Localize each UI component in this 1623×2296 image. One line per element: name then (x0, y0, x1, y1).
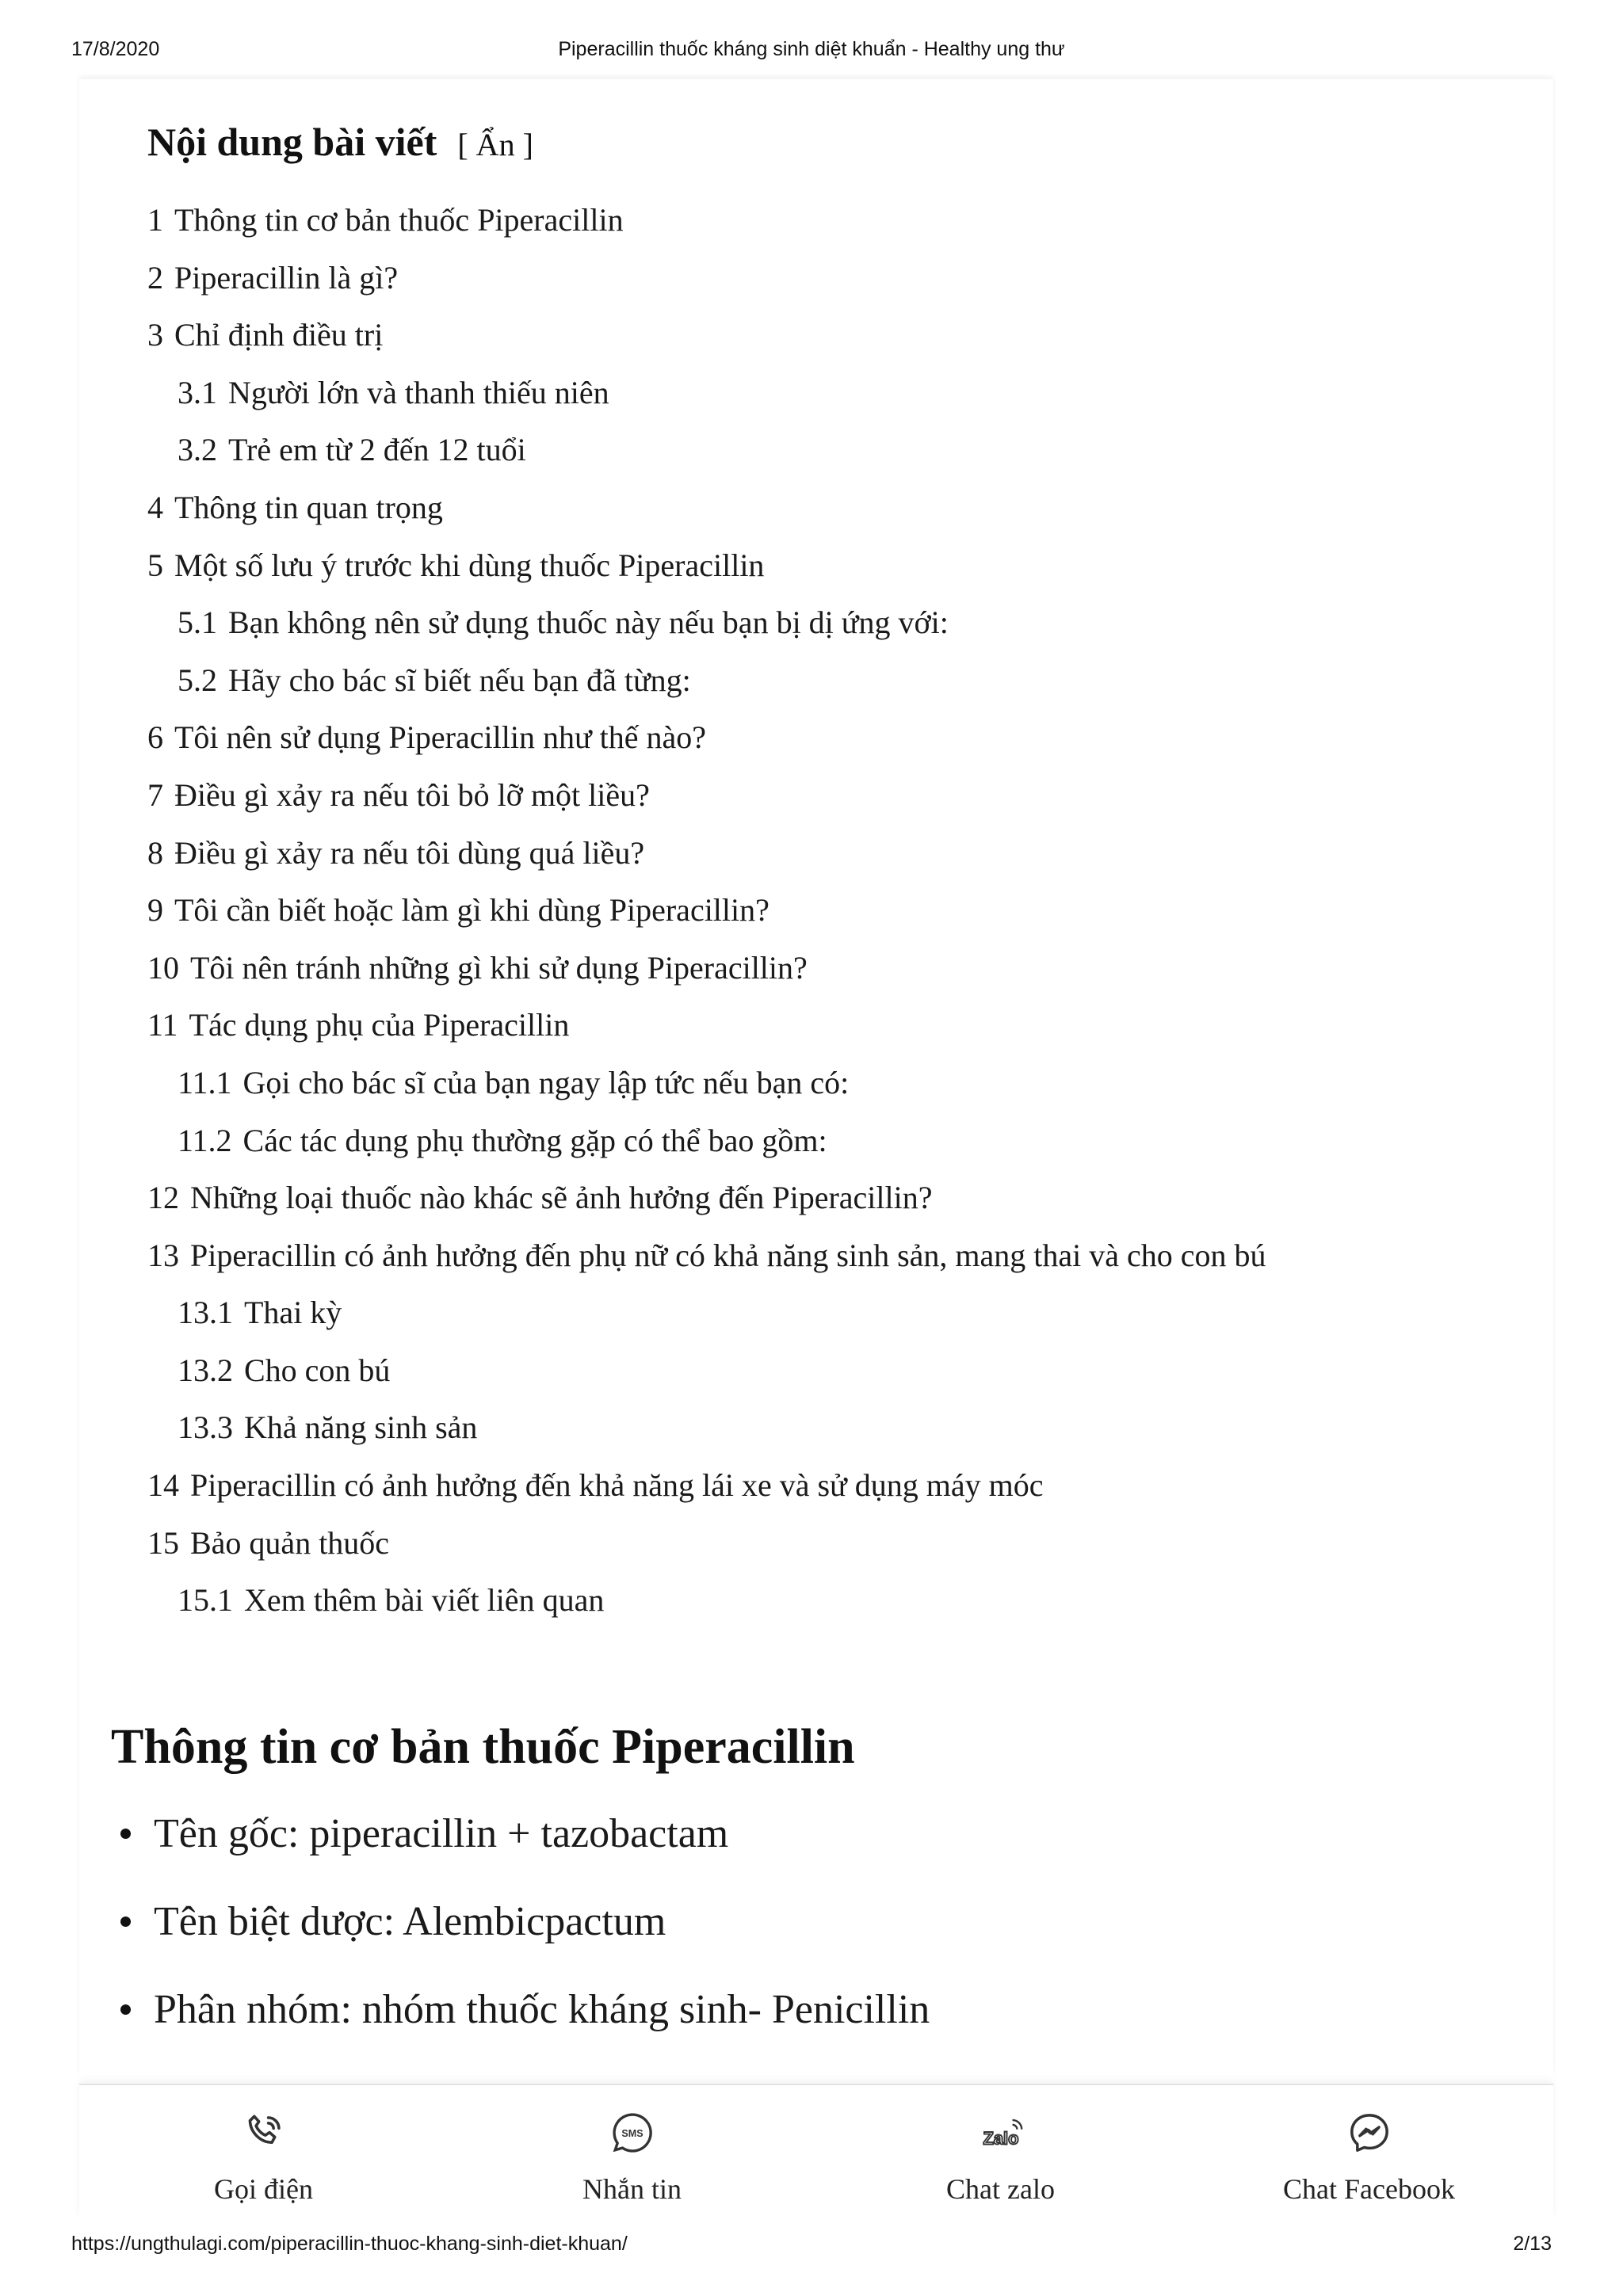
toc-item[interactable] (147, 997, 1542, 1055)
toc-item-label: Gọi cho bác sĩ của bạn ngay lập tức nếu bạn có: (242, 1064, 850, 1100)
toc-item-label: Piperacillin có ảnh hưởng đến khả năng lái xe và sử dụng máy móc (190, 1467, 1044, 1504)
toc-item[interactable] (147, 709, 1542, 767)
toc-item-label: Tôi nên sử dụng Piperacillin như thế nào? (174, 719, 706, 756)
toc-item-number: 5.1 (178, 605, 217, 641)
sms-button[interactable] (448, 2085, 816, 2218)
toc-item[interactable] (147, 1342, 1542, 1400)
facebook-chat-button[interactable] (1185, 2085, 1553, 2218)
toc-item-number: 11.1 (178, 1064, 232, 1100)
print-header (0, 38, 1623, 70)
toc-item[interactable] (147, 192, 1542, 250)
sms-icon (605, 2109, 660, 2157)
toc-item[interactable] (147, 1399, 1542, 1457)
toc-item-label: Cho con bú (244, 1352, 391, 1388)
toc-item-number: 5.2 (178, 662, 217, 698)
toc-item-number: 10 (147, 949, 179, 986)
toc-item-label: Xem thêm bài viết liên quan (244, 1582, 605, 1619)
zalo-label: Chat zalo (946, 2173, 1055, 2205)
toc-item-label: Thông tin cơ bản thuốc Piperacillin (174, 202, 624, 238)
toc-item[interactable] (147, 1169, 1542, 1227)
toc-item-label: Tác dụng phụ của Piperacillin (189, 1007, 570, 1043)
print-date: 17/8/2020 (71, 38, 160, 60)
toc-header (147, 119, 1542, 165)
toc-item-number: 14 (147, 1467, 179, 1504)
toc-item-label: Piperacillin là gì? (174, 259, 399, 296)
toc-title: Nội dung bài viết (147, 120, 437, 164)
list-item (111, 1810, 930, 1898)
toc-item-number: 3 (147, 317, 163, 353)
toc-item[interactable] (147, 479, 1542, 537)
section-heading: Thông tin cơ bản thuốc Piperacillin (111, 1720, 855, 1774)
toc-item-label: Người lớn và thanh thiếu niên (228, 374, 609, 410)
toc-item-label: Hãy cho bác sĩ biết nếu bạn đã từng: (228, 662, 691, 698)
toc-item-label: Những loại thuốc nào khác sẽ ảnh hưởng đến Piperacillin? (190, 1180, 933, 1216)
toc-item-number: 8 (147, 834, 163, 871)
phone-icon (236, 2109, 292, 2157)
toc-item[interactable] (147, 1284, 1542, 1342)
toc-item[interactable] (147, 364, 1542, 422)
bullet-icon (120, 1917, 131, 1927)
bullet-icon (120, 2004, 131, 2015)
contact-bar (79, 2084, 1553, 2218)
print-page-number: 2/13 (1513, 2233, 1552, 2255)
toc-item-number: 9 (147, 892, 163, 929)
toc-item-label: Các tác dụng phụ thường gặp có thể bao gồm: (242, 1122, 827, 1158)
toc-item-number: 15.1 (178, 1582, 233, 1619)
facebook-label: Chat Facebook (1283, 2173, 1455, 2205)
toc-item-number: 1 (147, 202, 163, 238)
toc-item-label: Điều gì xảy ra nếu tôi dùng quá liều? (174, 834, 645, 871)
toc-item-label: Tôi nên tránh những gì khi sử dụng Piperacillin? (190, 949, 808, 986)
toc-item-number: 12 (147, 1180, 179, 1216)
zalo-icon (973, 2109, 1029, 2157)
messenger-icon (1342, 2109, 1397, 2157)
toc-item-number: 11 (147, 1007, 178, 1043)
toc-item-number: 15 (147, 1524, 179, 1561)
toc-item-label: Trẻ em từ 2 đến 12 tuổi (228, 432, 526, 468)
basic-info-list (111, 1810, 930, 2074)
toc-item[interactable] (147, 1515, 1542, 1573)
toc-item-label: Chỉ định điều trị (174, 317, 384, 353)
toc-item[interactable] (147, 1457, 1542, 1515)
toc-item-number: 7 (147, 776, 163, 813)
toc-item-number: 4 (147, 489, 163, 525)
toc-item[interactable] (147, 250, 1542, 307)
toc-item-label: Tôi cần biết hoặc làm gì khi dùng Piperacillin? (174, 892, 769, 929)
toc-item-label: Điều gì xảy ra nếu tôi bỏ lỡ một liều? (174, 776, 650, 813)
toc-item[interactable] (147, 537, 1542, 595)
bullet-icon (120, 1829, 131, 1839)
call-button[interactable] (79, 2085, 448, 2218)
toc-item[interactable] (147, 1112, 1542, 1170)
list-item (111, 1898, 930, 1986)
toc-item[interactable] (147, 594, 1542, 652)
toc-item-label: Bảo quản thuốc (190, 1524, 390, 1561)
toc-list (147, 192, 1542, 1630)
table-of-contents (147, 119, 1542, 1630)
toc-toggle-button[interactable]: [ Ẩn ] (457, 127, 533, 162)
toc-item-label: Khả năng sinh sản (244, 1409, 478, 1446)
toc-item[interactable] (147, 767, 1542, 825)
list-item (111, 1986, 930, 2074)
svg-text:Zalo: Zalo (983, 2128, 1018, 2149)
toc-item[interactable] (147, 652, 1542, 710)
call-label: Gọi điện (214, 2173, 313, 2205)
toc-item[interactable] (147, 307, 1542, 364)
toc-item-number: 13.1 (178, 1295, 233, 1331)
toc-item[interactable] (147, 421, 1542, 479)
toc-item[interactable] (147, 1055, 1542, 1112)
toc-item-number: 2 (147, 259, 163, 296)
print-footer (0, 2233, 1623, 2264)
toc-item-number: 3.2 (178, 432, 217, 468)
list-item-text: Tên gốc: piperacillin + tazobactam (154, 1811, 729, 1856)
toc-item-number: 6 (147, 719, 163, 756)
sms-label: Nhắn tin (582, 2173, 682, 2205)
toc-item-number: 13.2 (178, 1352, 233, 1388)
toc-item[interactable] (147, 1227, 1542, 1285)
zalo-button[interactable] (816, 2085, 1185, 2218)
toc-item-label: Thông tin quan trọng (174, 489, 443, 525)
toc-item-number: 13.3 (178, 1409, 233, 1446)
toc-item-label: Thai kỳ (244, 1295, 342, 1331)
toc-item[interactable] (147, 940, 1542, 997)
toc-item-number: 5 (147, 547, 163, 583)
list-item-text: Phân nhóm: nhóm thuốc kháng sinh- Penicillin (154, 1987, 930, 2032)
toc-item-label: Một số lưu ý trước khi dùng thuốc Piperacillin (174, 547, 765, 583)
print-page-title: Piperacillin thuốc kháng sinh diệt khuẩn - Healthy ung thư (558, 38, 1065, 60)
print-url: https://ungthulagi.com/piperacillin-thuoc-khang-sinh-diet-khuan/ (71, 2233, 628, 2255)
toc-item[interactable] (147, 1572, 1542, 1630)
list-item-text: Tên biệt dược: Alembicpactum (154, 1899, 666, 1944)
toc-item[interactable] (147, 825, 1542, 883)
svg-text:SMS: SMS (621, 2127, 643, 2139)
toc-item-number: 11.2 (178, 1122, 232, 1158)
toc-item[interactable] (147, 882, 1542, 940)
toc-item-number: 13 (147, 1237, 179, 1273)
toc-item-label: Piperacillin có ảnh hưởng đến phụ nữ có khả năng sinh sản, mang thai và cho con bú (190, 1237, 1266, 1273)
toc-item-label: Bạn không nên sử dụng thuốc này nếu bạn bị dị ứng với: (228, 605, 949, 641)
toc-item-number: 3.1 (178, 374, 217, 410)
